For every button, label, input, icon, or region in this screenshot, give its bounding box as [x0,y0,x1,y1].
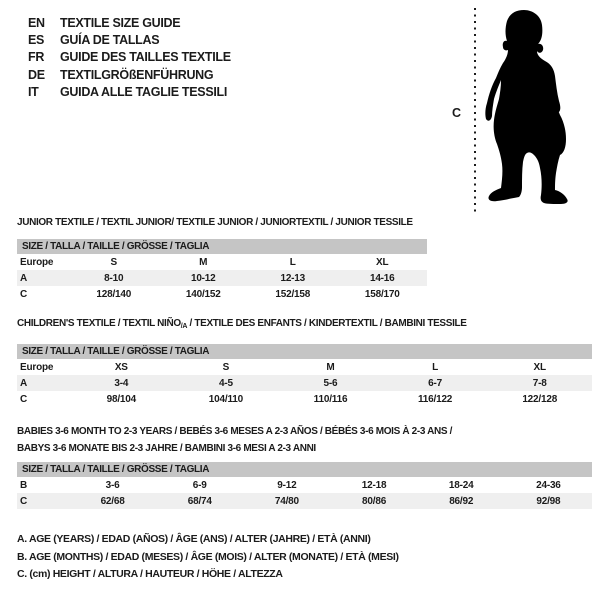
babies-section-title [17,423,452,457]
height-cm-row [17,391,592,407]
lang-row-es [28,31,231,48]
measurement-legend [17,531,399,584]
babies-title-line2: BABYS 3-6 MONATE BIS 2-3 JAHRE / BAMBINI 3-6 MESI A 2-3 ANNI [17,443,316,454]
value-cell: 9-12 [277,479,297,491]
value-cell: 152/158 [275,288,311,300]
lang-title: TEXTILGRÖßENFÜHRUNG [60,67,214,82]
value-cell: 140/152 [185,288,221,300]
lang-code: DE [28,67,45,82]
height-cm-row [17,493,592,509]
row-label-cell: C [20,495,28,507]
lang-title: GUÍA DE TALLAS [60,33,160,48]
babies-title-line1: BABIES 3-6 MONTH TO 2-3 YEARS / BEBÉS 3-6 MESES A 2-3 AÑOS / BÉBÉS 3-6 MOIS À 2-3 ANS / [17,426,453,437]
children-title-part2: / TEXTILE DES ENFANTS / KINDERTEXTIL / BAMBINI TESSILE [187,318,467,329]
babies-size-table [17,462,592,509]
babies-table-grid [17,477,592,509]
value-cell: 24-36 [536,479,561,491]
junior-size-table [17,239,427,302]
junior-section-title: JUNIOR TEXTILE / TEXTIL JUNIOR/ TEXTILE JUNIOR / JUNIORTEXTIL / JUNIOR TESSILE [17,217,413,228]
value-cell: 86/92 [449,495,474,507]
children-section-title [17,318,467,330]
value-cell: 6-7 [428,377,442,389]
baby-toddler-silhouette-icon [480,8,570,208]
value-cell: 18-24 [448,479,474,491]
lang-code: IT [28,85,39,100]
lang-code: FR [28,50,45,65]
lang-row-en [28,14,231,31]
value-cell: 5-6 [323,377,338,389]
header-cell: XL [533,361,546,373]
header-cell: L [289,256,296,268]
lang-code: ES [28,33,45,48]
value-cell: 3-4 [114,377,129,389]
height-cm-row [17,286,427,302]
value-cell: 122/128 [522,393,558,405]
lang-title: TEXTILE SIZE GUIDE [60,15,181,30]
header-cell: M [199,256,208,268]
size-header-bar: SIZE / TALLA / TAILLE / GRÖSSE / TAGLIA [17,344,592,359]
children-title-part1: CHILDREN'S TEXTILE / TEXTIL NIÑO [17,318,181,329]
header-cell: XL [376,256,389,268]
value-cell: 80/86 [362,495,387,507]
legend-line-a: A. AGE (YEARS) / EDAD (AÑOS) / ÂGE (ANS) / ALTER (JAHRE) / ETÀ (ANNI) [17,533,371,545]
value-cell: 14-16 [369,272,395,284]
lang-row-fr [28,49,231,66]
header-cell: Europe [20,361,54,373]
age-months-row [17,477,592,493]
value-cell: 68/74 [187,495,212,507]
row-label-cell: C [20,393,28,405]
column-header-row [17,359,592,375]
lang-row-it [28,84,231,101]
age-years-row [17,270,427,286]
header-cell: L [432,361,439,373]
size-header-bar: SIZE / TALLA / TAILLE / GRÖSSE / TAGLIA [17,239,427,254]
children-title-subscript: /A [180,323,188,330]
column-header-row [17,254,427,270]
value-cell: 7-8 [532,377,547,389]
value-cell: 12-18 [361,479,387,491]
row-label-cell: A [20,377,28,389]
value-cell: 98/104 [106,393,136,405]
children-size-table [17,344,592,407]
value-cell: 8-10 [104,272,124,284]
value-cell: 116/122 [417,393,453,405]
row-label-cell: A [20,272,28,284]
children-table-grid [17,359,592,407]
height-measure-label: C [452,106,462,120]
header-cell: S [222,361,230,373]
legend-line-c: C. (cm) HEIGHT / ALTURA / HAUTEUR / HÖHE / ALTEZZA [17,568,283,581]
header-cell: S [110,256,117,268]
legend-line-b: B. AGE (MONTHS) / EDAD (MESES) / ÂGE (MOIS) / ALTER (MONATE) / ETÀ (MESI) [17,550,399,563]
value-cell: 4-5 [218,377,233,389]
lang-row-de [28,66,231,83]
lang-title: GUIDE DES TAILLES TEXTILE [60,50,231,65]
row-label-cell: B [20,479,28,491]
header-cell: Europe [20,256,54,268]
value-cell: 74/80 [274,495,299,507]
lang-code: EN [28,15,45,30]
value-cell: 3-6 [105,479,120,491]
value-cell: 158/170 [364,288,400,300]
value-cell: 10-12 [190,272,216,284]
age-years-row [17,375,592,391]
value-cell: 12-13 [280,272,306,284]
size-header-bar: SIZE / TALLA / TAILLE / GRÖSSE / TAGLIA [17,462,592,477]
value-cell: 104/110 [208,393,243,405]
language-list [28,14,231,101]
row-label-cell: C [20,288,28,300]
value-cell: 110/116 [313,393,348,405]
height-dotted-line [474,8,476,212]
value-cell: 62/68 [100,495,125,507]
header-cell: M [326,361,335,373]
value-cell: 92/98 [536,495,561,507]
header-cell: XS [114,361,128,373]
junior-table-grid [17,254,427,302]
value-cell: 128/140 [96,288,132,300]
lang-title: GUIDA ALLE TAGLIE TESSILI [60,85,228,100]
value-cell: 6-9 [192,479,207,491]
